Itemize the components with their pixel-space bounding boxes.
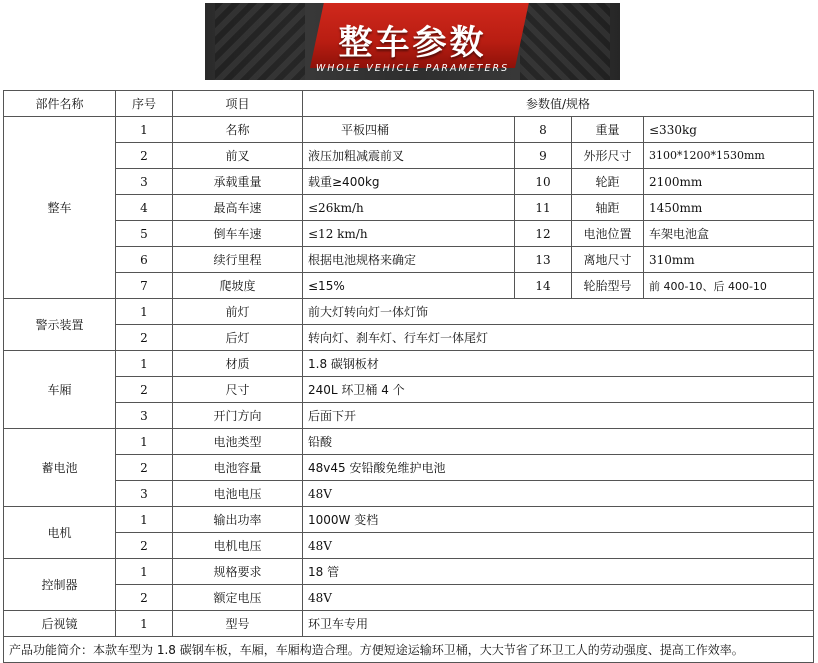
table-row bbox=[4, 325, 814, 351]
row-item: 倒车车速 bbox=[173, 221, 303, 247]
row-value: 48v45 安铅酸免维护电池 bbox=[303, 455, 814, 481]
row-value: 48V bbox=[303, 533, 814, 559]
row-item-2: 外形尺寸 bbox=[572, 143, 644, 169]
section-name: 蓄电池 bbox=[4, 429, 116, 507]
row-no-2: 14 bbox=[515, 273, 572, 299]
row-item-2: 离地尺寸 bbox=[572, 247, 644, 273]
row-no-2: 12 bbox=[515, 221, 572, 247]
banner-title: 整车参数 bbox=[338, 23, 487, 63]
row-value-2: 2100mm bbox=[644, 169, 814, 195]
row-item-2: 轮距 bbox=[572, 169, 644, 195]
row-no: 1 bbox=[116, 429, 173, 455]
section-name: 后视镜 bbox=[4, 611, 116, 637]
row-value: 1000W 变档 bbox=[303, 507, 814, 533]
table-row bbox=[4, 403, 814, 429]
row-value: 载重≥400kg bbox=[303, 169, 515, 195]
parameter-table bbox=[3, 90, 814, 663]
row-no: 1 bbox=[116, 117, 173, 143]
row-no: 1 bbox=[116, 299, 173, 325]
section-name: 车厢 bbox=[4, 351, 116, 429]
row-no-2: 11 bbox=[515, 195, 572, 221]
row-no: 2 bbox=[116, 533, 173, 559]
row-no-2: 8 bbox=[515, 117, 572, 143]
row-item: 最高车速 bbox=[173, 195, 303, 221]
row-value: 18 管 bbox=[303, 559, 814, 585]
row-item-2: 轮胎型号 bbox=[572, 273, 644, 299]
section-name: 电机 bbox=[4, 507, 116, 559]
table-row bbox=[4, 507, 814, 533]
row-item: 额定电压 bbox=[173, 585, 303, 611]
header-no: 序号 bbox=[116, 91, 173, 117]
row-value: 液压加粗减震前叉 bbox=[303, 143, 515, 169]
row-no: 2 bbox=[116, 377, 173, 403]
row-value-2: ≤330kg bbox=[644, 117, 814, 143]
row-no-2: 13 bbox=[515, 247, 572, 273]
header-value: 参数值/规格 bbox=[303, 91, 814, 117]
row-item: 电机电压 bbox=[173, 533, 303, 559]
row-value: 240L 环卫桶 4 个 bbox=[303, 377, 814, 403]
section-name: 警示装置 bbox=[4, 299, 116, 351]
footer-row bbox=[4, 637, 814, 663]
table-row bbox=[4, 299, 814, 325]
row-item: 前灯 bbox=[173, 299, 303, 325]
row-item: 型号 bbox=[173, 611, 303, 637]
row-no: 2 bbox=[116, 143, 173, 169]
row-item: 输出功率 bbox=[173, 507, 303, 533]
row-value: 48V bbox=[303, 585, 814, 611]
row-no: 1 bbox=[116, 611, 173, 637]
row-no: 2 bbox=[116, 455, 173, 481]
row-item: 材质 bbox=[173, 351, 303, 377]
table-row bbox=[4, 169, 814, 195]
row-value: ≤26km/h bbox=[303, 195, 515, 221]
table-row bbox=[4, 273, 814, 299]
row-item: 爬坡度 bbox=[173, 273, 303, 299]
row-item: 承载重量 bbox=[173, 169, 303, 195]
row-no-2: 9 bbox=[515, 143, 572, 169]
row-no: 5 bbox=[116, 221, 173, 247]
section-name: 整车 bbox=[4, 117, 116, 299]
row-no: 2 bbox=[116, 585, 173, 611]
row-value-2: 1450mm bbox=[644, 195, 814, 221]
table-row bbox=[4, 221, 814, 247]
row-no: 1 bbox=[116, 507, 173, 533]
banner-subtitle: WHOLE VEHICLE PARAMETERS bbox=[315, 63, 510, 74]
row-no: 6 bbox=[116, 247, 173, 273]
table-row bbox=[4, 455, 814, 481]
row-value: 转向灯、刹车灯、行车灯一体尾灯 bbox=[303, 325, 814, 351]
row-value-2: 车架电池盒 bbox=[644, 221, 814, 247]
row-value: 根据电池规格来确定 bbox=[303, 247, 515, 273]
row-no: 1 bbox=[116, 351, 173, 377]
section-name: 控制器 bbox=[4, 559, 116, 611]
row-value: 1.8 碳钢板材 bbox=[303, 351, 814, 377]
row-value-2: 3100*1200*1530mm bbox=[644, 143, 814, 169]
row-value-2: 前 400-10、后 400-10 bbox=[644, 273, 814, 299]
table-row bbox=[4, 611, 814, 637]
row-value: 铅酸 bbox=[303, 429, 814, 455]
row-no: 3 bbox=[116, 481, 173, 507]
product-description: 产品功能简介：本款车型为 1.8 碳钢车板，车厢，车厢构造合理。方便短途运输环卫桶，大大节省了环卫工人的劳动强度、提高工作效率。 bbox=[4, 637, 814, 663]
row-value: 48V bbox=[303, 481, 814, 507]
header-item: 项目 bbox=[173, 91, 303, 117]
table-row bbox=[4, 247, 814, 273]
row-item: 电池类型 bbox=[173, 429, 303, 455]
row-item: 电池容量 bbox=[173, 455, 303, 481]
row-value: ≤12 km/h bbox=[303, 221, 515, 247]
row-no: 3 bbox=[116, 169, 173, 195]
row-item-2: 电池位置 bbox=[572, 221, 644, 247]
row-item: 后灯 bbox=[173, 325, 303, 351]
header-banner bbox=[205, 3, 620, 80]
row-no-2: 10 bbox=[515, 169, 572, 195]
table-row bbox=[4, 143, 814, 169]
row-no: 2 bbox=[116, 325, 173, 351]
row-item-2: 轴距 bbox=[572, 195, 644, 221]
row-no: 7 bbox=[116, 273, 173, 299]
table-row bbox=[4, 559, 814, 585]
row-item: 名称 bbox=[173, 117, 303, 143]
row-no: 4 bbox=[116, 195, 173, 221]
header-part: 部件名称 bbox=[4, 91, 116, 117]
row-no: 1 bbox=[116, 559, 173, 585]
row-item: 续行里程 bbox=[173, 247, 303, 273]
table-header-row bbox=[4, 91, 814, 117]
table-row bbox=[4, 429, 814, 455]
row-no: 3 bbox=[116, 403, 173, 429]
table-row bbox=[4, 585, 814, 611]
row-value: 环卫车专用 bbox=[303, 611, 814, 637]
table-row bbox=[4, 377, 814, 403]
row-item: 前叉 bbox=[173, 143, 303, 169]
row-item: 尺寸 bbox=[173, 377, 303, 403]
row-item: 开门方向 bbox=[173, 403, 303, 429]
table-row bbox=[4, 533, 814, 559]
row-value-2: 310mm bbox=[644, 247, 814, 273]
row-item: 规格要求 bbox=[173, 559, 303, 585]
row-value: 前大灯转向灯一体灯饰 bbox=[303, 299, 814, 325]
table-row bbox=[4, 195, 814, 221]
row-item: 电池电压 bbox=[173, 481, 303, 507]
row-item-2: 重量 bbox=[572, 117, 644, 143]
table-row bbox=[4, 117, 814, 143]
row-value: ≤15% bbox=[303, 273, 515, 299]
table-row bbox=[4, 351, 814, 377]
row-value: 后面下开 bbox=[303, 403, 814, 429]
row-value: 平板四桶 bbox=[303, 117, 515, 143]
table-row bbox=[4, 481, 814, 507]
